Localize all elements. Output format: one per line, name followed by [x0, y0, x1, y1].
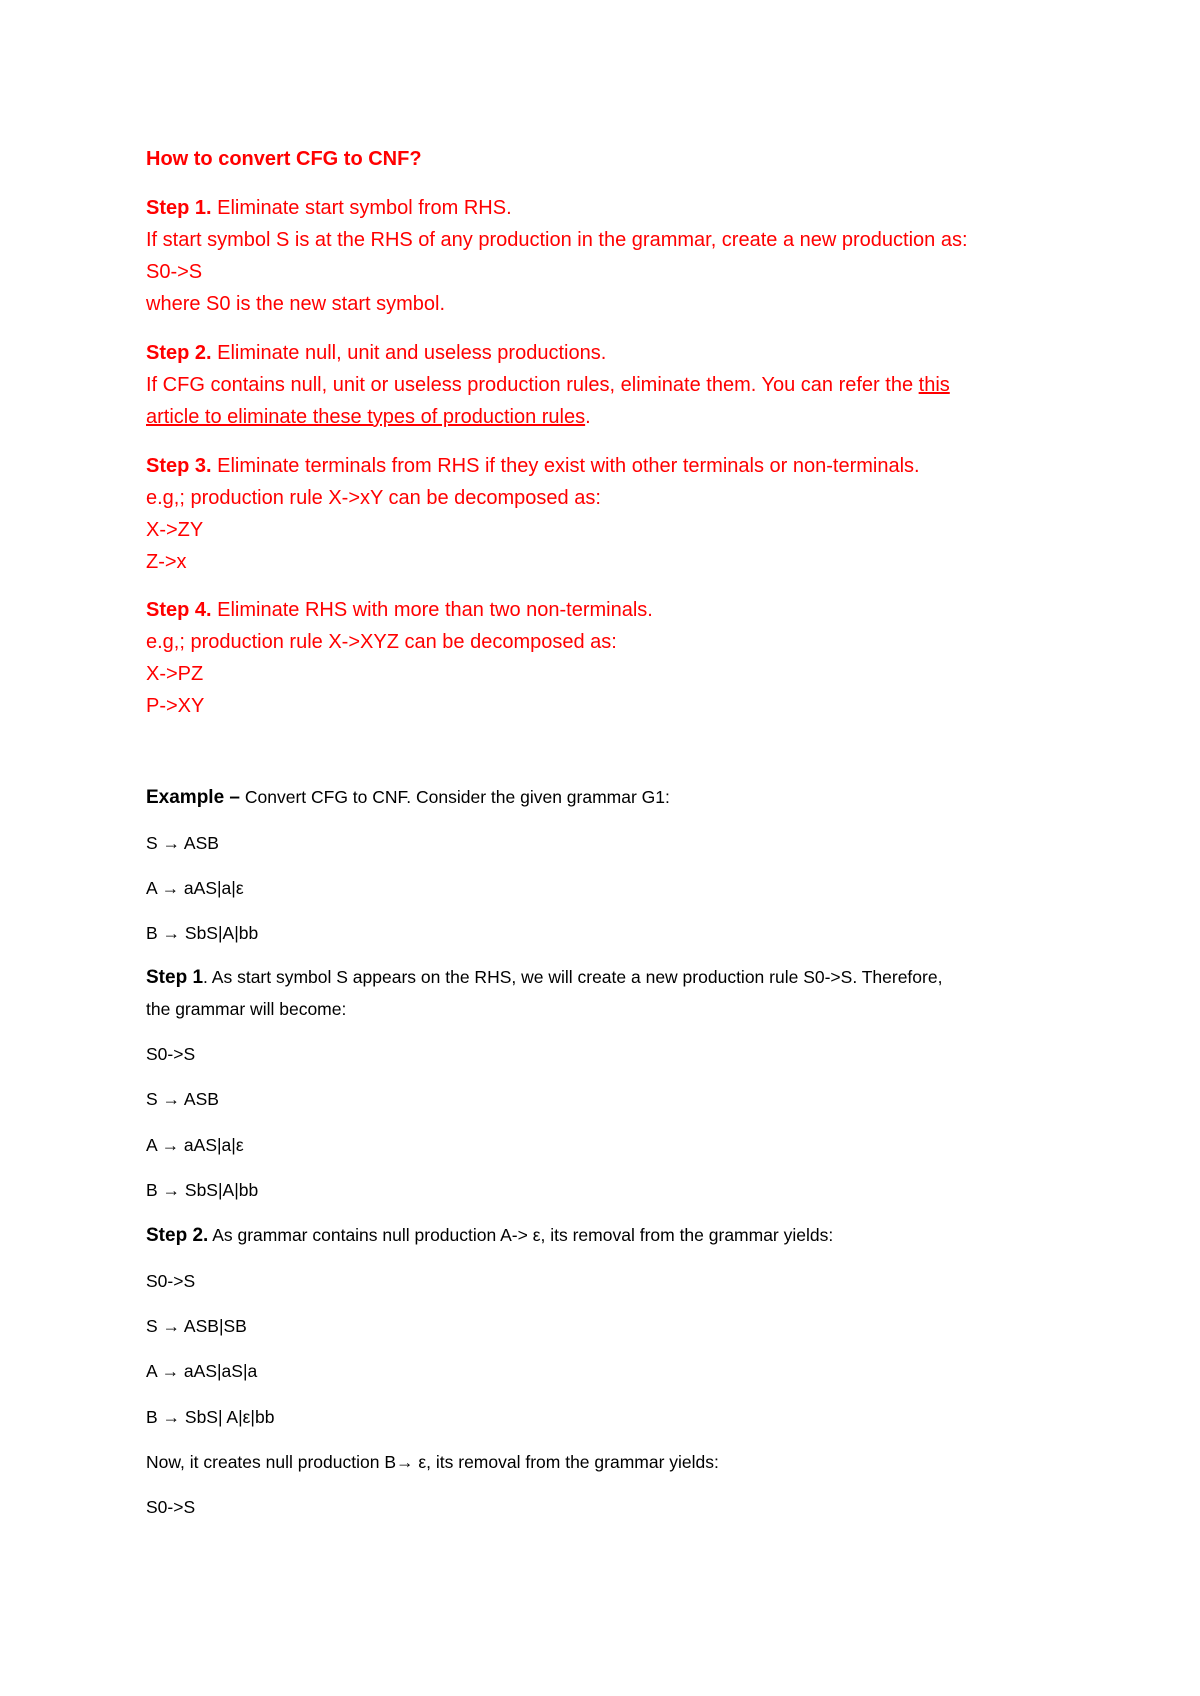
grammar-rule: S → ASB|SB: [146, 1316, 247, 1336]
grammar-rule: S0->S: [146, 1044, 196, 1064]
page-title: How to convert CFG to CNF?: [146, 148, 422, 170]
example-step-2: Step 2. As grammar contains null production A-> ε, its removal from the grammar yields:: [146, 1225, 834, 1246]
step-1-line: If start symbol S is at the RHS of any production in the grammar, create a new production as:: [146, 229, 968, 251]
grammar-rule: B → SbS|A|bb: [146, 1180, 259, 1200]
step-4-line: P->XY: [146, 695, 205, 717]
grammar-rule: A → aAS|a|ε: [146, 1135, 244, 1155]
step-3-line: e.g,; production rule X->xY can be decomposed as:: [146, 487, 601, 509]
step-3-heading: Step 3. Eliminate terminals from RHS if they exist with other terminals or non-terminals.: [146, 455, 920, 477]
article-link[interactable]: this: [918, 374, 950, 396]
grammar-rule: A → aAS|a|ε: [146, 878, 244, 898]
grammar-rule: S → ASB: [146, 833, 219, 853]
step-2-heading: Step 2. Eliminate null, unit and useless productions.: [146, 342, 607, 364]
grammar-rule: B → SbS|A|bb: [146, 923, 259, 943]
step-1-line: S0->S: [146, 261, 203, 283]
example-step-1-cont: the grammar will become:: [146, 999, 347, 1019]
step-1-heading: Step 1. Eliminate start symbol from RHS.: [146, 197, 512, 219]
step-3-line: X->ZY: [146, 519, 204, 541]
step-2-line: article to eliminate these types of production rules.: [146, 406, 591, 428]
article-link[interactable]: article to eliminate these types of production rules: [146, 406, 586, 428]
step-4-heading: Step 4. Eliminate RHS with more than two non-terminals.: [146, 599, 653, 621]
example-heading: Example – Convert CFG to CNF. Consider the given grammar G1:: [146, 787, 670, 808]
step-2-line: If CFG contains null, unit or useless production rules, eliminate them. You can refer the this: [146, 374, 950, 396]
step-3-line: Z->x: [146, 551, 187, 573]
example-step-2-now: Now, it creates null production B→ ε, its removal from the grammar yields:: [146, 1452, 719, 1472]
grammar-rule: S0->S: [146, 1271, 196, 1291]
grammar-rule: S → ASB: [146, 1089, 219, 1109]
step-4-line: e.g,; production rule X->XYZ can be decomposed as:: [146, 631, 617, 653]
grammar-rule: A → aAS|aS|a: [146, 1361, 258, 1381]
step-4-line: X->PZ: [146, 663, 204, 685]
example-step-1: Step 1. As start symbol S appears on the RHS, we will create a new production rule S0->S. Therefore,: [146, 967, 943, 988]
step-1-line: where S0 is the new start symbol.: [146, 293, 446, 315]
grammar-rule: B → SbS| A|ε|bb: [146, 1407, 275, 1427]
grammar-rule: S0->S: [146, 1497, 196, 1517]
